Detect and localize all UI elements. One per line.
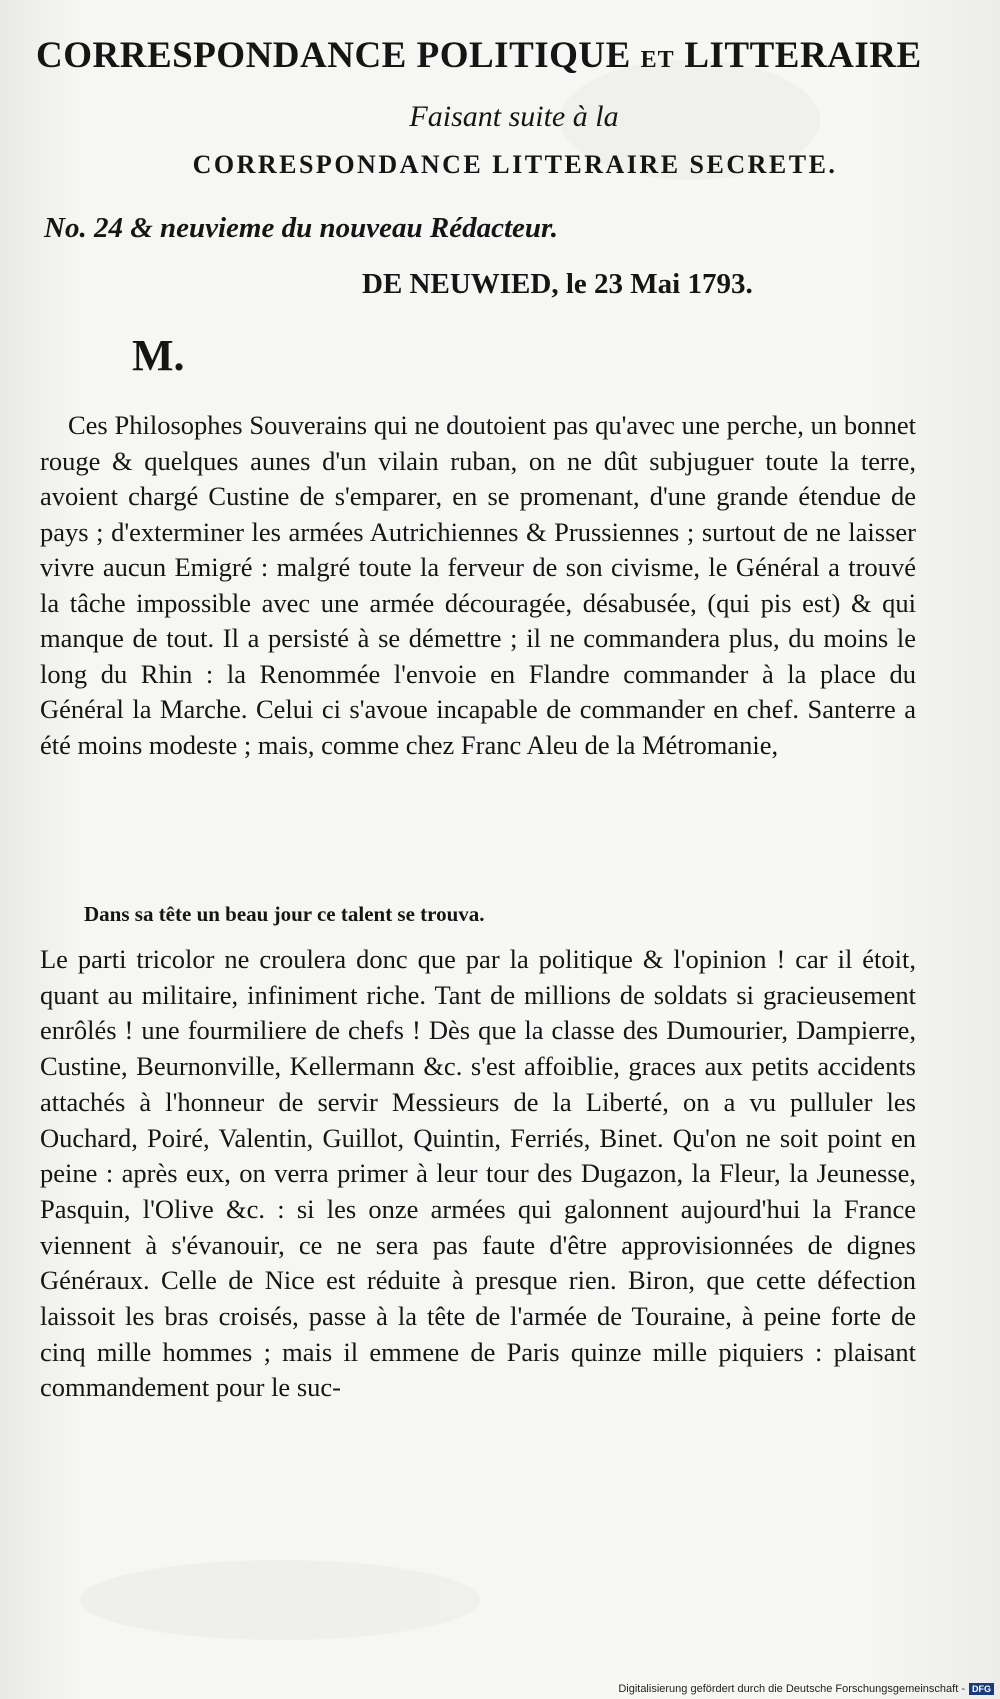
letter-body-1: [40, 408, 916, 763]
paper-stain: [80, 1560, 480, 1640]
digitization-credit: [618, 1683, 994, 1695]
title-part1: CORRESPONDANCE POLITIQUE: [36, 35, 631, 76]
letter-body-2: [40, 942, 916, 1406]
verse-quote: Dans sa tête un beau jour ce talent se trouva.: [84, 902, 485, 926]
series-title: CORRESPONDANCE LITTERAIRE SECRETE.: [192, 150, 838, 179]
paragraph-1: Ces Philosophes Souverains qui ne doutoient pas qu'avec une perche, un bonnet rouge & quelques aunes d'un vilain ruban, on ne dût subjuguer toute la terre, avoient chargé Custine de s'emparer, en se promenant, d'une grande étendue de pays ; d'exterminer les armées Autrichiennes & Prussiennes ; surtout de ne laisser vivre aucun Emigré : malgré toute la ferveur de son civisme, le Général a trouvé la tâche impossible avec une armée découragée, désabusée, (qui pis est) & qui manque de tout. Il a persisté à se démettre ; il ne commandera plus, du moins le long du Rhin : la Renommée l'envoie en Flandre commander à la place du Général la Marche. Celui ci s'avoue incapable de commander en chef. Santerre a été moins modeste ; mais, comme chez Franc Aleu de la Métromanie,: [40, 410, 916, 760]
salutation: M.: [132, 331, 185, 380]
page-title: [36, 34, 926, 77]
title-et: ET: [640, 47, 675, 73]
issue-number: No. 24 & neuvieme du nouveau Rédacteur.: [44, 212, 558, 244]
subtitle: Faisant suite à la: [409, 100, 619, 133]
dfg-logo-icon: DFG: [969, 1683, 994, 1695]
paragraph-2: Le parti tricolor ne croulera donc que par la politique & l'opinion ! car il étoit, quant au militaire, infiniment riche. Tant de millions de soldats si gracieusement enrôlés ! une fourmiliere de chefs ! Dès que la classe des Dumourier, Dampierre, Custine, Beurnonville, Kellermann &c. s'est affoiblie, graces aux petits accidents attachés à l'honneur de servir Messieurs de la Liberté, on a vu pulluler les Ouchard, Poiré, Valentin, Guillot, Quintin, Ferriés, Binet. Qu'on ne soit point en peine : après eux, on verra primer à leur tour des Dugazon, la Fleur, la Jeunesse, Pasquin, l'Olive &c. : si les onze armées qui galonnent aujourd'hui la France viennent à s'évanouir, ce ne sera pas faute d'être approvisionnées de dignes Généraux. Celle de Nice est réduite à presque rien. Biron, que cette défection laissoit les bras croisés, passe à la tête de l'armée de Touraine, à peine forte de cinq mille hommes ; mais il emmene de Paris quinze mille piquiers : plaisant commandement pour le suc-: [40, 944, 916, 1403]
title-part2: LITTERAIRE: [684, 35, 922, 76]
credit-text: Digitalisierung gefördert durch die Deutsche Forschungsgemeinschaft -: [618, 1683, 965, 1695]
dateline: DE NEUWIED, le 23 Mai 1793.: [362, 268, 753, 300]
